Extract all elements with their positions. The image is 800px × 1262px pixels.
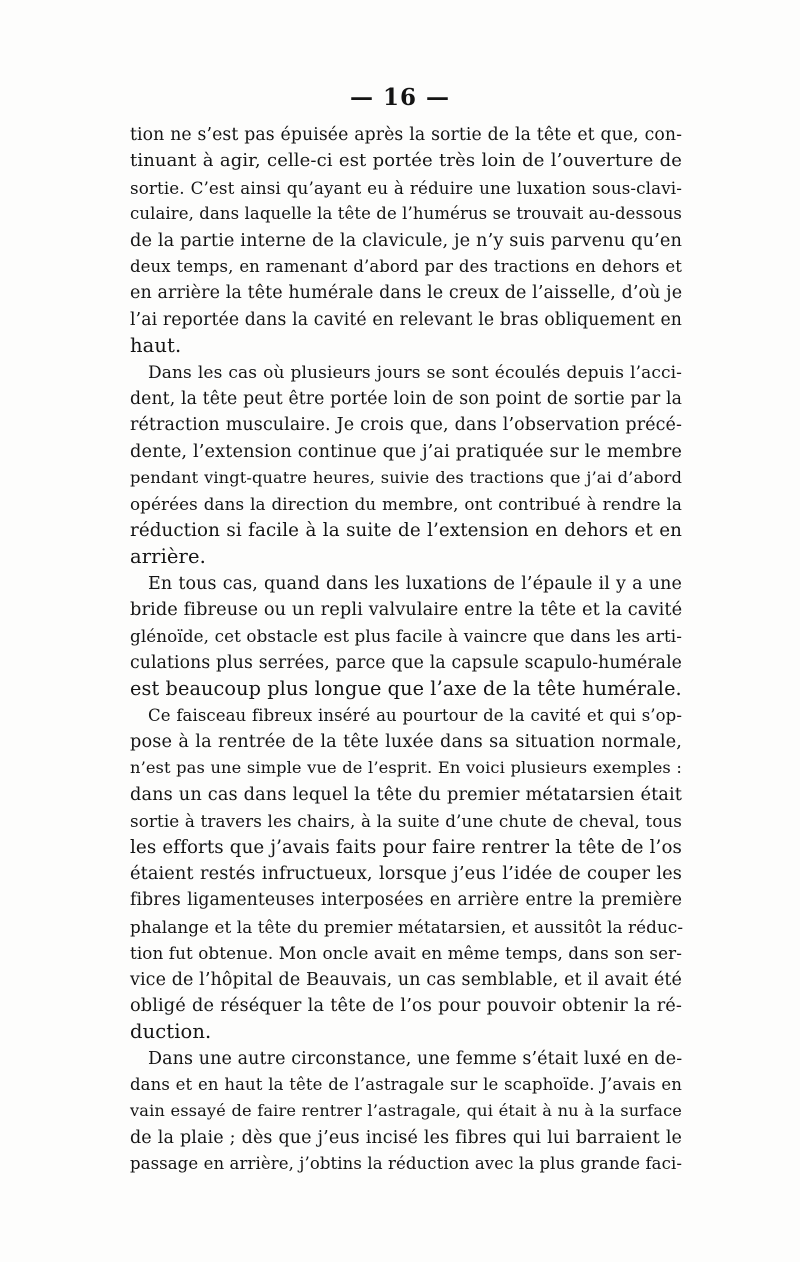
text-line: Dans les cas où plusieurs jours se sont écoulés depuis l’acci- bbox=[148, 362, 682, 383]
text-line: vice de l’hôpital de Beauvais, un cas semblable, et il avait été bbox=[130, 969, 682, 990]
text-line: l’ai reportée dans la cavité en relevant le bras obliquement en bbox=[130, 309, 682, 330]
text-line: pose à la rentrée de la tête luxée dans sa situation normale, bbox=[130, 731, 682, 752]
text-line: fibres ligamenteuses interposées en arrière entre la première bbox=[130, 890, 682, 911]
text-line: culations plus serrées, parce que la capsule scapulo-humérale bbox=[130, 652, 682, 673]
text-line: n’est pas une simple vue de l’esprit. En voici plusieurs exemples : bbox=[130, 758, 682, 778]
text-line: Ce faisceau fibreux inséré au pourtour de la cavité et qui s’op- bbox=[148, 705, 682, 725]
text-line: tinuant à agir, celle-ci est portée très loin de l’ouverture de bbox=[130, 150, 682, 172]
text-line: arrière. bbox=[130, 545, 206, 569]
text-line: de la plaie ; dès que j’eus incisé les fibres qui lui barraient le bbox=[130, 1127, 682, 1148]
text-line: réduction si facile à la suite de l’extension en dehors et en bbox=[130, 519, 682, 541]
text-line: vain essayé de faire rentrer l’astragale, qui était à nu à la surface bbox=[130, 1101, 682, 1121]
text-line: dans un cas dans lequel la tête du premier métatarsien était bbox=[130, 784, 682, 805]
text-line: phalange et la tête du premier métatarsien, et aussitôt la réduc- bbox=[130, 916, 684, 937]
text-line: culaire, dans laquelle la tête de l’humérus se trouvait au-dessous bbox=[130, 204, 682, 224]
page-number: — 16 — bbox=[349, 84, 451, 111]
text-line: sortie. C’est ainsi qu’ayant eu à réduire une luxation sous-clavi- bbox=[130, 177, 682, 198]
text-line: dans et en haut la tête de l’astragale sur le scaphoïde. J’avais en bbox=[130, 1075, 682, 1095]
text-line: duction. bbox=[130, 1020, 212, 1044]
text-line: deux temps, en ramenant d’abord par des tractions en dehors et bbox=[130, 256, 682, 276]
text-line: en arrière la tête humérale dans le creux de l’aisselle, d’où je bbox=[130, 283, 683, 304]
text-line: haut. bbox=[130, 334, 182, 358]
body-text bbox=[130, 122, 682, 1178]
text-line: est beaucoup plus longue que l’axe de la tête humérale. bbox=[130, 677, 682, 701]
text-line: opérées dans la direction du membre, ont contribué à rendre la bbox=[130, 494, 682, 515]
text-line: Dans une autre circonstance, une femme s’était luxé en de- bbox=[148, 1048, 683, 1069]
text-line: dent, la tête peut être portée loin de son point de sortie par la bbox=[130, 388, 682, 409]
text-line: rétraction musculaire. Je crois que, dans l’observation précé- bbox=[130, 415, 682, 436]
text-line: obligé de réséquer la tête de l’os pour pouvoir obtenir la ré- bbox=[130, 995, 682, 1016]
text-line: En tous cas, quand dans les luxations de l’épaule il y a une bbox=[148, 573, 682, 594]
text-line: tion fut obtenue. Mon oncle avait en même temps, dans son ser- bbox=[130, 943, 682, 964]
text-line: pendant vingt-quatre heures, suivie des tractions que j’ai d’abord bbox=[130, 468, 682, 488]
text-line: bride fibreuse ou un repli valvulaire entre la tête et la cavité bbox=[130, 600, 683, 621]
text-line: passage en arrière, j’obtins la réduction avec la plus grande faci- bbox=[130, 1154, 682, 1174]
text-line: de la partie interne de la clavicule, je n’y suis parvenu qu’en bbox=[130, 230, 682, 251]
text-line: étaient restés infructueux, lorsque j’eus l’idée de couper les bbox=[130, 863, 682, 884]
text-line: glénoïde, cet obstacle est plus facile à vaincre que dans les arti- bbox=[130, 626, 682, 647]
text-line: dente, l’extension continue que j’ai pratiquée sur le membre bbox=[130, 441, 682, 462]
text-line: tion ne s’est pas épuisée après la sortie de la tête et que, con- bbox=[130, 125, 682, 145]
text-line: les efforts que j’avais faits pour faire rentrer la tête de l’os bbox=[130, 836, 682, 858]
text-line: sortie à travers les chairs, à la suite d’une chute de cheval, tous bbox=[130, 811, 682, 832]
